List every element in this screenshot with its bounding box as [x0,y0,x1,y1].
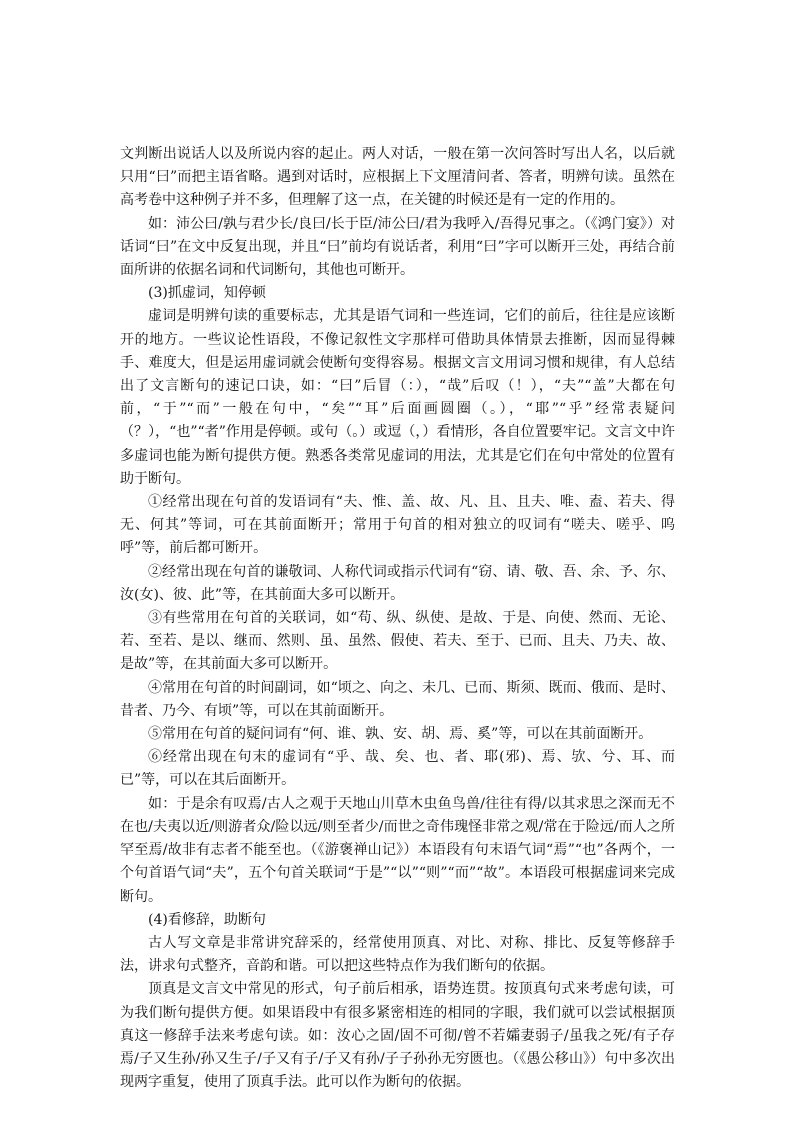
list-item-final-particles: ⑥经常出现在句末的虚词有“乎、哉、矣、也、者、耶(邪)、焉、欤、兮、耳、而已”等，可以在其后面断开。 [120,749,675,789]
paragraph-dingzhen: 顶真是文言文中常见的形式，句子前后相承，语势连贯。按顶真句式来考虑句读，可为我们断句提供方便。如果语段中有很多紧密相连的相同的字眼，我们就可以尝试根据顶真这一修辞手法来考虑句读。如：汝心之固/固不可彻/曾不若孀妻弱子/虽我之死/有子存焉/子又生孙/孙又生子/子又有子/子又有孙/子子孙孙无穷匮也。（《愚公移山》）句中多次出现两字重复，使用了顶真手法。此可以作为断句的依据。 [120,981,675,1091]
list-item-time-adverbs: ④常用在句首的时间副词，如“顷之、向之、未几、已而、斯须、既而、俄而、是时、昔者、乃今、有顷”等，可以在其前面断开。 [120,679,675,719]
list-item-conjunctions: ③有些常用在句首的关联词，如“苟、纵、纵使、是故、于是、向使、然而、无论、若、至若、是以、继而、然则、虽、虽然、假使、若夫、至于、已而、且夫、乃夫、故、是故”等，在其前面大多可以断开。 [120,610,675,673]
list-item-interrogatives: ⑤常用在句首的疑问词有“何、谁、孰、安、胡、焉、奚”等，可以在其前面断开。 [148,726,653,743]
paragraph-dialogue-intro: 文判断出说话人以及所说内容的起止。两人对话，一般在第一次问答时写出人名，以后就只用“曰”而把主语省略。遇到对话时，应根据上下文厘清问者、答者，明辨句读。虽然在高考卷中这种例子并不多，但理解了这一点，在关键的时候还是有一定的作用的。 [120,146,675,209]
list-item-pronouns: ②经常出现在句首的谦敬词、人称代词或指示代词有“窃、请、敬、吾、余、予、尔、汝(女)、彼、此”等，在其前面大多可以断开。 [120,563,675,603]
section-heading-rhetoric: (4)看修辞，助断句 [148,911,266,928]
list-item-initial-particles: ①经常出现在句首的发语词有“夫、惟、盖、故、凡、且、且夫、唯、盍、若夫、得无、何其”等词，可在其前面断开；常用于句首的相对独立的叹词有“嗟夫、嗟乎、呜呼”等，前后都可断开。 [120,494,675,557]
section-heading-function-words: (3)抓虚词，知停顿 [148,285,266,302]
paragraph-function-words: 虚词是明辨句读的重要标志，尤其是语气词和一些连词，它们的前后，往往是应该断开的地方。一些议论性语段，不像记叙性文字那样可借助具体情景去推断，因而显得棘手、难度大，但是运用虚词就会使断句变得容易。根据文言文用词习惯和规律，有人总结出了文言断句的速记口诀，如：“曰”后冒（：），“哉”后叹（！），“夫”“盖”大都在句前，“于”“而”一般在句中，“矣”“耳”后面画圆圈（。），“耶”“乎”经常表疑问（？），“也”“者”作用是停顿。或句（。）或逗（，）看情形，各自位置要牢记。文言文中许多虚词也能为断句提供方便。熟悉各类常见虚词的用法，尤其是它们在句中常处的位置有助于断句。 [120,308,675,487]
paragraph-youbaochanshan-example: 如：于是余有叹焉/古人之观于天地山川草木虫鱼鸟兽/往往有得/以其求思之深而无不在也/夫夷以近/则游者众/险以远/则至者少/而世之奇伟瑰怪非常之观/常在于险远/而人之所罕至焉/故非有志者不能至也。（《游褒禅山记》）本语段有句末语气词“焉”“也”各两个，一个句首语气词“夫”，五个句首关联词“于是”“以”“则”“而”“故”。本语段可根据虚词来完成断句。 [120,795,675,905]
paragraph-rhetoric: 古人写文章是非常讲究辞采的，经常使用顶真、对比、对称、排比、反复等修辞手法，讲求句式整齐，音韵和谐。可以把这些特点作为我们断句的依据。 [120,934,675,975]
paragraph-hongmenyan-example: 如：沛公曰/孰与君少长/良曰/长于臣/沛公曰/君为我呼入/吾得兄事之。（《鸿门宴》）对话词“曰”在文中反复出现，并且“曰”前均有说话者，利用“曰”字可以断开三处，再结合前面所讲的依据名词和代词断句，其他也可断开。 [120,215,675,279]
document-body [120,143,675,1094]
